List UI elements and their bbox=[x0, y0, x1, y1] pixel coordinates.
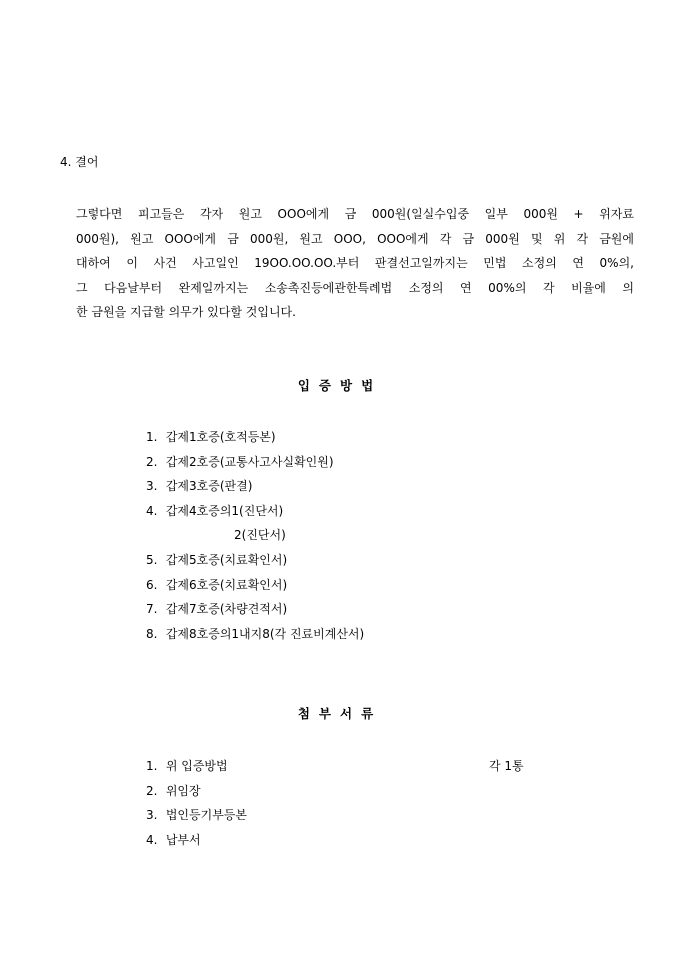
item-number: 6. bbox=[146, 577, 158, 592]
item-number: 4. bbox=[146, 503, 158, 518]
item-text: 납부서 bbox=[165, 832, 201, 847]
attachments-title: 첨부서류 bbox=[297, 706, 383, 721]
item-text: 2(진단서) bbox=[234, 528, 286, 543]
item-number: 2. bbox=[146, 454, 158, 469]
item-number: 4. bbox=[146, 832, 158, 847]
list-item bbox=[146, 754, 247, 779]
item-text: 갑제1호증(호적등본) bbox=[165, 430, 276, 444]
list-item bbox=[146, 779, 247, 804]
item-number: 1. bbox=[146, 430, 158, 444]
item-text: 위 입증방법 bbox=[165, 759, 228, 773]
conclusion-paragraph bbox=[76, 202, 634, 325]
list-item bbox=[146, 450, 364, 475]
paragraph-line: 그렇다면 피고들은 각자 원고 OOO에게 금 000원(일실수입중 일부 000원 + 위자료 bbox=[76, 207, 634, 221]
list-item bbox=[146, 523, 364, 548]
paragraph-line: 한 금원을 지급할 의무가 있다할 것입니다. bbox=[76, 305, 296, 319]
list-item bbox=[146, 573, 364, 598]
paragraph-line: 000원), 원고 OOO에게 금 000원, 원고 OOO, OOO에게 각 금 000원 및 위 각 금원에 bbox=[76, 231, 634, 246]
evidence-list bbox=[146, 425, 364, 646]
item-number: 1. bbox=[146, 759, 158, 773]
section-heading: 4. 결어 bbox=[60, 155, 99, 169]
item-number: 3. bbox=[146, 479, 158, 494]
item-text: 위임장 bbox=[165, 783, 201, 798]
item-text: 갑제4호증의1(진단서) bbox=[165, 503, 284, 518]
item-text: 갑제5호증(치료확인서) bbox=[165, 552, 288, 567]
list-item bbox=[146, 474, 364, 499]
list-item bbox=[146, 499, 364, 524]
item-number: 7. bbox=[146, 602, 158, 617]
list-item bbox=[146, 597, 364, 622]
item-text: 갑제8호증의1내지8(각 진료비계산서) bbox=[165, 626, 365, 641]
item-text: 갑제2호증(교통사고사실확인원) bbox=[165, 454, 334, 469]
item-text: 법인등기부등본 bbox=[165, 808, 247, 823]
item-text: 갑제7호증(차량견적서) bbox=[165, 602, 288, 617]
paragraph-line: 그 다음날부터 완제일까지는 소송촉진등에관한특례법 소정의 연 00%의 각 비율에 의 bbox=[76, 280, 634, 295]
evidence-title: 입증방법 bbox=[297, 378, 383, 393]
list-item bbox=[146, 425, 364, 450]
list-item bbox=[146, 803, 247, 828]
list-item bbox=[146, 828, 247, 853]
item-number: 3. bbox=[146, 808, 158, 823]
item-number: 8. bbox=[146, 626, 158, 641]
paragraph-line: 대하여 이 사건 사고일인 19OO.OO.OO.부터 판결선고일까지는 민법 소정의 연 0%의, bbox=[76, 256, 634, 270]
item-text: 갑제3호증(판결) bbox=[165, 479, 253, 494]
list-item bbox=[146, 548, 364, 573]
copies-count: 각 1통 bbox=[489, 759, 524, 773]
list-item bbox=[146, 622, 364, 647]
item-number: 2. bbox=[146, 783, 158, 798]
item-text: 갑제6호증(치료확인서) bbox=[165, 577, 288, 592]
item-number: 5. bbox=[146, 552, 158, 567]
attachments-list bbox=[146, 754, 247, 852]
